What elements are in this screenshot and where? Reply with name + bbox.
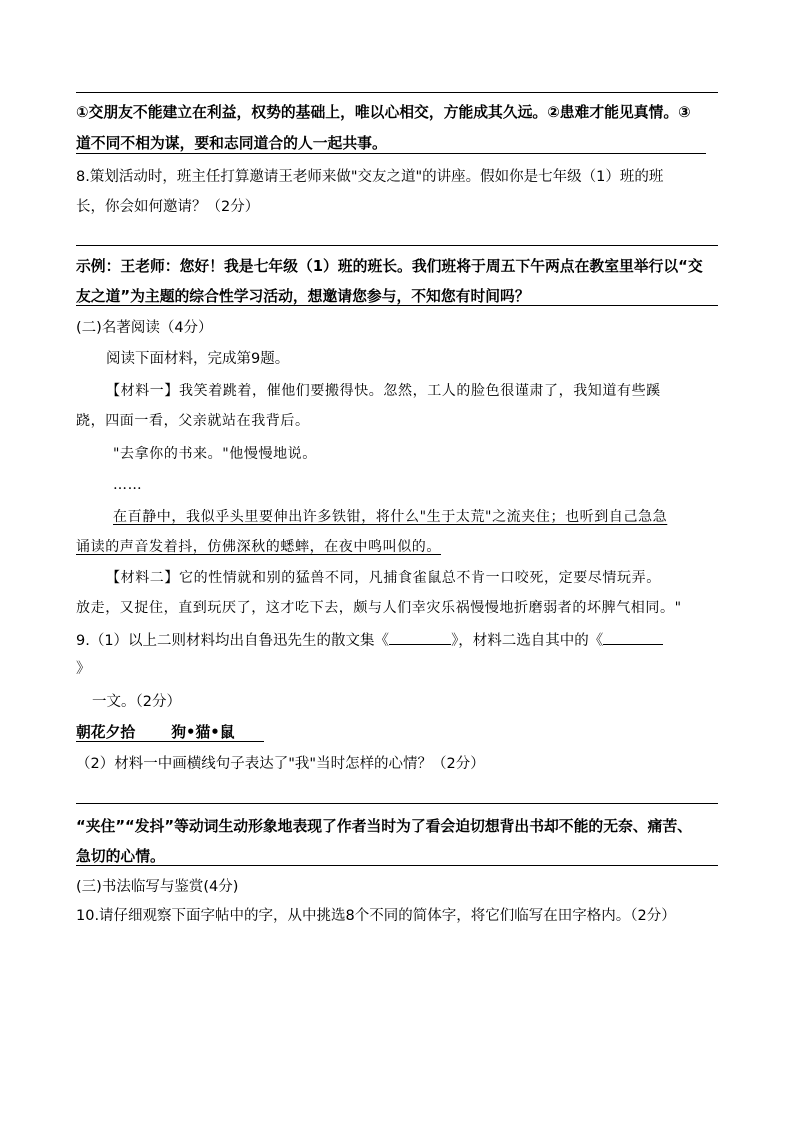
answer-article: 狗•猫•鼠 (171, 724, 235, 741)
q9-part-2: （2）材料一中画横线句子表达了"我"当时怎样的心情？（2分） (76, 756, 485, 772)
q9-text-a: 9.（1）以上二则材料均出自鲁迅先生的散文集《 (76, 633, 390, 649)
material-1-line-3: "去拿你的书来。"他慢慢地说。 (113, 446, 317, 462)
answer-rule-top (76, 92, 718, 93)
section-2-title: (二)名著阅读（4分） (76, 320, 213, 336)
q7-answer-line-1: ①交朋友不能建立在利益，权势的基础上，唯以心相交，方能成其久远。②患难才能见真情。③ (76, 104, 691, 121)
q8-line-1: 8.策划活动时，班主任打算邀请王老师来做"交友之道"的讲座。假如你是七年级（1）班的班 (76, 169, 664, 185)
answer-collection: 朝花夕拾 (76, 724, 136, 741)
q7-answer-line-2 (76, 134, 706, 154)
q9-answer-2-line-1: “夹住”“发抖”等动词生动形象地表现了作者当时为了看会迫切想背出书却不能的无奈、痛苦、 (76, 818, 692, 835)
answer-rule-bottom (76, 305, 718, 306)
q9-answer-1 (76, 723, 718, 743)
material-1-underlined-line-2: 诵读的声音发着抖，仿佛深秋的蟋蟀，在夜中鸣叫似的。 (76, 539, 441, 555)
ellipsis: …… (113, 477, 143, 493)
answer-rule-bottom (76, 865, 718, 866)
material-1-line-2: 跷，四面一看，父亲就站在我背后。 (76, 413, 310, 429)
section-2-intro: 阅读下面材料，完成第9题。 (106, 351, 290, 367)
q9-part-1-close: 》 (76, 661, 91, 677)
material-1-underlined-line-1: 在百静中，我似乎头里要伸出许多铁钳，将什么"生于太荒"之流夹住；也听到自己急急 (113, 509, 668, 525)
material-2-line-1: 【材料二】它的性情就和别的猛兽不同，凡捕食雀鼠总不肯一口咬死，定要尽情玩弄。 (106, 570, 661, 586)
blank-collection (389, 630, 451, 645)
answer-rule-top (76, 245, 718, 246)
answer-rule-top (76, 803, 718, 804)
material-2-line-2: 放走，又捉住，直到玩厌了，这才吃下去，颇与人们幸灾乐祸慢慢地折磨弱者的坏脾气相同。" (76, 600, 682, 616)
q9-part-1 (76, 630, 718, 651)
section-3-title: (三)书法临写与鉴赏(4分) (76, 879, 239, 895)
q9-part-1-end: 一文。（2分） (92, 694, 181, 710)
q9-answer-2-line-2: 急切的心情。 (76, 848, 165, 865)
q8-line-2: 长，你会如何邀请？（2分） (76, 199, 260, 215)
q9-text-b: 》，材料二选自其中的《 (451, 633, 604, 649)
material-1-line-1: 【材料一】我笑着跳着，催他们要搬得快。忽然，工人的脸色很谨肃了，我知道有些蹊 (106, 383, 661, 399)
q10-text: 10.请仔细观察下面字帖中的字，从中挑选8个不同的简体字，将它们临写在田字格内。（2分） (76, 908, 676, 924)
answer-rule-bottom (76, 153, 706, 154)
q8-answer-line-1: 示例：王老师：您好！我是七年级（1）班的班长。我们班将于周五下午两点在教室里举行以“交 (76, 258, 703, 275)
answer-rule (76, 741, 264, 742)
blank-article (603, 630, 663, 645)
q8-answer-line-2: 友之道”为主题的综合性学习活动，想邀请您参与，不知您有时间吗？ (76, 288, 530, 305)
q7-answer-text: 道不同不相为谋，要和志同道合的人一起共事。 (76, 135, 387, 152)
